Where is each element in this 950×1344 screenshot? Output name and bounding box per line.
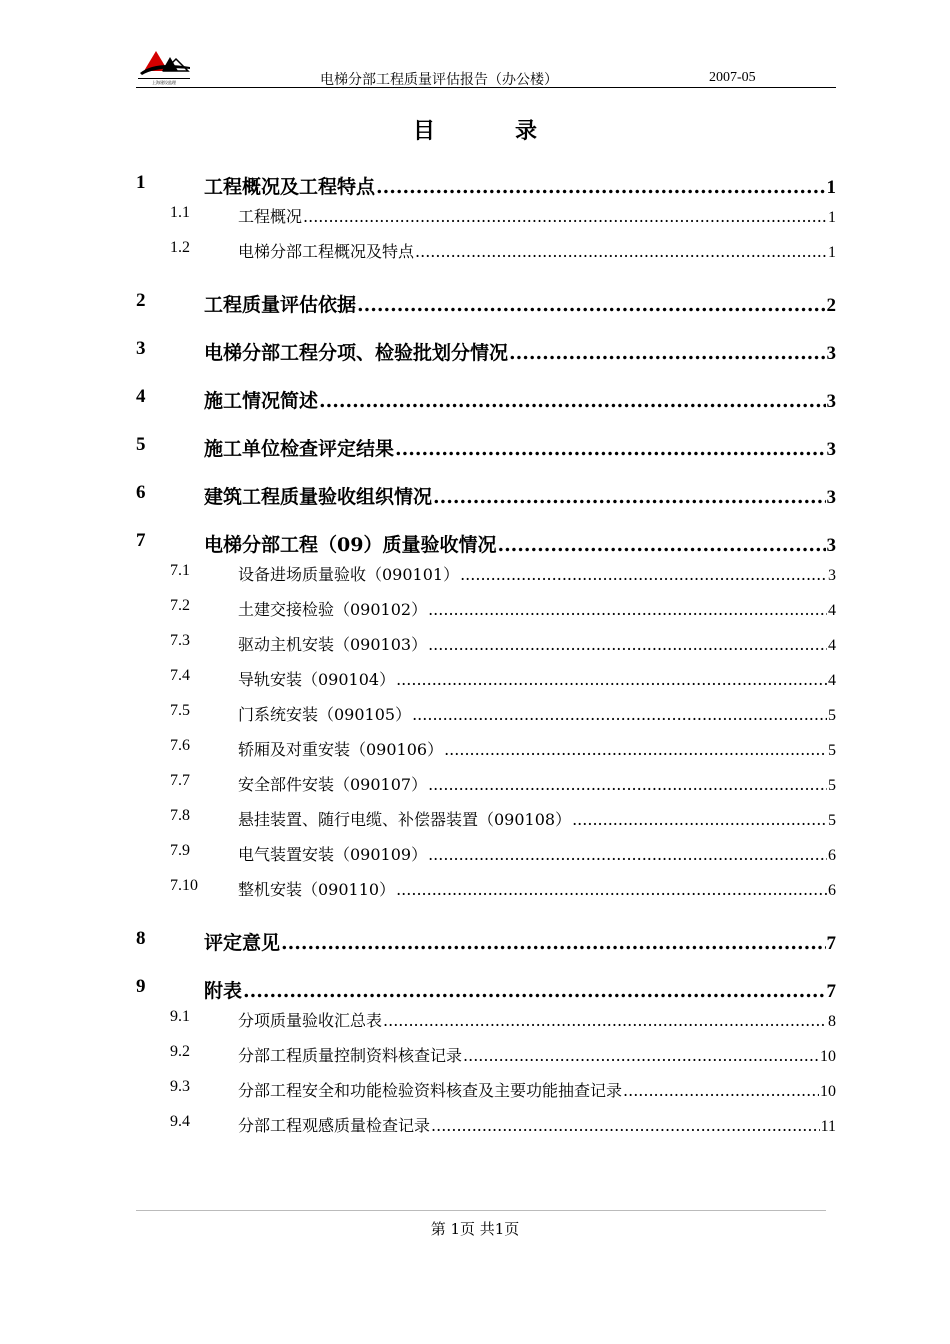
toc-entry-label: 轿厢及对重安装（090106） xyxy=(238,740,444,759)
toc-entry-line xyxy=(204,928,836,955)
toc-entry-line xyxy=(238,737,836,760)
toc-dot-leader xyxy=(396,670,827,689)
toc-entry-label: 整机安装（090110） xyxy=(238,880,396,899)
toc-entry-label: 电梯分部工程概况及特点 xyxy=(238,242,415,261)
toc-entry-line xyxy=(238,702,836,725)
toc-entry-number: 7.10 xyxy=(170,877,198,894)
toc-entry-label: 导轨安装（090104） xyxy=(238,670,396,689)
header-date: 2007-05 xyxy=(709,70,756,85)
toc-section-entry[interactable] xyxy=(0,877,950,903)
toc-entry-line xyxy=(238,807,836,830)
footer-page-number: 第 1页 共1页 xyxy=(430,1220,520,1238)
toc-entry-label: 工程概况 xyxy=(238,207,303,226)
toc-entry-label: 评定意见 xyxy=(204,932,281,954)
toc-entry-page: 1 xyxy=(826,177,836,198)
toc-dot-leader xyxy=(497,534,825,556)
toc-entry-number: 7.5 xyxy=(170,702,190,719)
toc-entry-page: 10 xyxy=(820,1048,836,1065)
logo-caption: 上海建设监理 xyxy=(152,80,176,85)
toc-entry-number: 7.1 xyxy=(170,562,190,579)
toc-entry-number: 4 xyxy=(136,386,146,407)
toc-entry-page: 3 xyxy=(826,487,836,508)
toc-entry-number: 1.2 xyxy=(170,239,190,256)
toc-entry-line xyxy=(238,632,836,655)
toc-entry-label: 电气装置安装（090109） xyxy=(238,845,428,864)
toc-entry-line xyxy=(238,1008,836,1031)
toc-section-entry[interactable] xyxy=(0,842,950,868)
toc-dot-leader xyxy=(460,565,827,584)
toc-dot-leader xyxy=(509,342,825,364)
toc-entry-number: 7.3 xyxy=(170,632,190,649)
toc-dot-leader xyxy=(376,176,825,198)
toc-entry-line xyxy=(204,482,836,509)
toc-chapter-entry[interactable] xyxy=(0,290,950,320)
toc-section-entry[interactable] xyxy=(0,1078,950,1104)
toc-dot-leader xyxy=(428,845,827,864)
header-divider xyxy=(136,87,836,88)
toc-entry-number: 9 xyxy=(136,976,146,997)
toc-section-entry[interactable] xyxy=(0,1043,950,1069)
header-title: 电梯分部工程质量评估报告（办公楼） xyxy=(320,72,558,88)
toc-entry-number: 5 xyxy=(136,434,146,455)
toc-section-entry[interactable] xyxy=(0,597,950,623)
toc-chapter-entry[interactable] xyxy=(0,434,950,464)
toc-dot-leader xyxy=(357,294,825,316)
toc-dot-leader xyxy=(319,390,825,412)
toc-entry-line xyxy=(204,290,836,317)
toc-entry-line xyxy=(204,172,836,199)
toc-entry-page: 8 xyxy=(828,1013,836,1030)
toc-dot-leader xyxy=(572,810,827,829)
toc-entry-label: 门系统安装（090105） xyxy=(238,705,412,724)
toc-entry-number: 2 xyxy=(136,290,146,311)
toc-dot-leader xyxy=(412,705,827,724)
toc-chapter-entry[interactable] xyxy=(0,172,950,202)
toc-entry-line xyxy=(238,667,836,690)
toc-entry-page: 3 xyxy=(826,343,836,364)
toc-entry-line xyxy=(204,434,836,461)
toc-entry-number: 7.8 xyxy=(170,807,190,824)
toc-entry-label: 工程质量评估依据 xyxy=(204,294,357,316)
toc-section-entry[interactable] xyxy=(0,562,950,588)
toc-entry-page: 5 xyxy=(828,707,836,724)
toc-chapter-entry[interactable] xyxy=(0,928,950,958)
toc-dot-leader xyxy=(303,207,827,226)
toc-section-entry[interactable] xyxy=(0,204,950,230)
toc-entry-label: 设备进场质量验收（090101） xyxy=(238,565,460,584)
toc-entry-line xyxy=(238,877,836,900)
toc-section-entry[interactable] xyxy=(0,239,950,265)
toc-entry-number: 7.4 xyxy=(170,667,190,684)
toc-entry-page: 5 xyxy=(828,742,836,759)
toc-dot-leader xyxy=(243,980,825,1002)
toc-section-entry[interactable] xyxy=(0,702,950,728)
toc-entry-page: 6 xyxy=(828,847,836,864)
toc-entry-number: 3 xyxy=(136,338,146,359)
toc-chapter-entry[interactable] xyxy=(0,482,950,512)
toc-title xyxy=(0,114,950,145)
toc-entry-number: 1.1 xyxy=(170,204,190,221)
toc-section-entry[interactable] xyxy=(0,1008,950,1034)
toc-section-entry[interactable] xyxy=(0,1113,950,1139)
toc-entry-page: 5 xyxy=(828,812,836,829)
toc-entry-page: 4 xyxy=(828,637,836,654)
toc-dot-leader xyxy=(431,1116,820,1135)
toc-entry-page: 6 xyxy=(828,882,836,899)
toc-entry-number: 6 xyxy=(136,482,146,503)
footer-divider xyxy=(136,1210,826,1211)
toc-entry-page: 2 xyxy=(826,295,836,316)
toc-entry-number: 9.3 xyxy=(170,1078,190,1095)
toc-section-entry[interactable] xyxy=(0,807,950,833)
toc-entry-page: 3 xyxy=(826,535,836,556)
toc-entry-line xyxy=(238,204,836,227)
toc-dot-leader xyxy=(623,1081,819,1100)
toc-entry-label: 分项质量验收汇总表 xyxy=(238,1011,383,1030)
toc-entry-page: 1 xyxy=(828,244,836,261)
toc-chapter-entry[interactable] xyxy=(0,386,950,416)
toc-entry-line xyxy=(204,338,836,365)
toc-entry-number: 8 xyxy=(136,928,146,949)
toc-dot-leader xyxy=(415,242,827,261)
toc-entry-number: 7.6 xyxy=(170,737,190,754)
toc-dot-leader xyxy=(433,486,825,508)
toc-entry-number: 7.2 xyxy=(170,597,190,614)
toc-entry-line xyxy=(204,976,836,1003)
toc-entry-page: 4 xyxy=(828,602,836,619)
toc-entry-page: 4 xyxy=(828,672,836,689)
toc-entry-line xyxy=(238,1113,836,1136)
toc-entry-page: 7 xyxy=(826,981,836,1002)
toc-dot-leader xyxy=(395,438,825,460)
toc-entry-line xyxy=(204,530,836,557)
toc-entry-label: 电梯分部工程分项、检验批划分情况 xyxy=(204,342,509,364)
toc-title-left: 目 xyxy=(412,118,435,144)
toc-entry-number: 7.7 xyxy=(170,772,190,789)
toc-entry-label: 施工单位检查评定结果 xyxy=(204,438,395,460)
toc-entry-line xyxy=(238,772,836,795)
toc-dot-leader xyxy=(428,635,827,654)
toc-entry-page: 3 xyxy=(826,391,836,412)
toc-dot-leader xyxy=(428,775,827,794)
toc-entry-line xyxy=(204,386,836,413)
toc-entry-page: 5 xyxy=(828,777,836,794)
toc-entry-line xyxy=(238,1043,836,1066)
toc-dot-leader xyxy=(281,932,825,954)
toc-entry-label: 土建交接检验（090102） xyxy=(238,600,428,619)
toc-section-entry[interactable] xyxy=(0,632,950,658)
toc-entry-label: 分部工程质量控制资料核查记录 xyxy=(238,1046,463,1065)
toc-entry-line xyxy=(238,597,836,620)
toc-entry-number: 9.2 xyxy=(170,1043,190,1060)
toc-entry-label: 电梯分部工程（09）质量验收情况 xyxy=(204,534,497,556)
toc-entry-line xyxy=(238,239,836,262)
toc-chapter-entry[interactable] xyxy=(0,530,950,560)
toc-entry-label: 驱动主机安装（090103） xyxy=(238,635,428,654)
toc-entry-label: 工程概况及工程特点 xyxy=(204,176,376,198)
toc-entry-label: 悬挂装置、随行电缆、补偿器装置（090108） xyxy=(238,810,572,829)
toc-chapter-entry[interactable] xyxy=(0,338,950,368)
toc-entry-label: 施工情况简述 xyxy=(204,390,319,412)
toc-entry-page: 10 xyxy=(820,1083,836,1100)
toc-entry-page: 1 xyxy=(828,209,836,226)
toc-entry-line xyxy=(238,842,836,865)
toc-entry-label: 安全部件安装（090107） xyxy=(238,775,428,794)
toc-entry-number: 9.1 xyxy=(170,1008,190,1025)
toc-entry-line xyxy=(238,562,836,585)
toc-entry-page: 11 xyxy=(820,1118,836,1135)
toc-dot-leader xyxy=(428,600,827,619)
toc-entry-line xyxy=(238,1078,836,1101)
toc-entry-label: 附表 xyxy=(204,980,243,1002)
toc-chapter-entry[interactable] xyxy=(0,976,950,1006)
toc-entry-number: 9.4 xyxy=(170,1113,190,1130)
toc-entry-label: 建筑工程质量验收组织情况 xyxy=(204,486,433,508)
toc-section-entry[interactable] xyxy=(0,667,950,693)
toc-section-entry[interactable] xyxy=(0,772,950,798)
toc-dot-leader xyxy=(396,880,827,899)
toc-dot-leader xyxy=(444,740,827,759)
toc-entry-number: 7 xyxy=(136,530,146,551)
toc-entry-label: 分部工程观感质量检查记录 xyxy=(238,1116,431,1135)
toc-entry-page: 7 xyxy=(826,933,836,954)
toc-title-right: 录 xyxy=(515,118,538,144)
toc-section-entry[interactable] xyxy=(0,737,950,763)
toc-entry-page: 3 xyxy=(828,567,836,584)
toc-entry-page: 3 xyxy=(826,439,836,460)
toc-dot-leader xyxy=(383,1011,827,1030)
toc-dot-leader xyxy=(463,1046,819,1065)
toc-entry-number: 7.9 xyxy=(170,842,190,859)
company-logo xyxy=(136,49,192,85)
toc-entry-label: 分部工程安全和功能检验资料核查及主要功能抽查记录 xyxy=(238,1081,623,1100)
toc-entry-number: 1 xyxy=(136,172,146,193)
